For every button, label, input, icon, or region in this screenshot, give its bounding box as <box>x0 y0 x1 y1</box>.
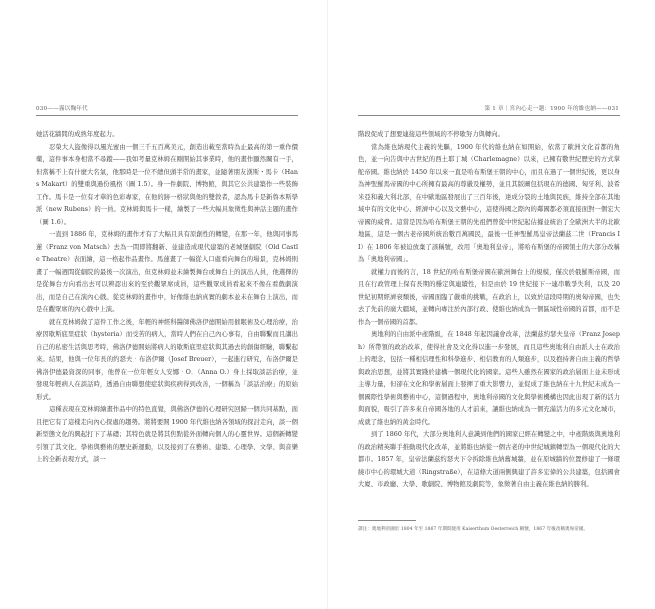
paragraph: 她活花牆間的成熟年度起力。 <box>36 131 119 138</box>
left-running-head: 030——霧以麴年代 <box>36 106 88 112</box>
left-header-rule <box>36 115 298 116</box>
right-running-head: 第 1 章｜宮內心走一趟：1900 年的維也納——031 <box>484 106 619 112</box>
paragraph: 一直到 1886 年，克林姆的畫作才有了大幅且具有原創性的轉變，在那一年，他與同事馬蓮（Franz von Matsch）去為一間即將翻新、並建造成現代建築的老城堡劇院（Old Castle Theatre）表面繪，這一格起作品畫作。馬蓮畫了一幅從入口處看向舞台的場景，克林姆則畫了一幅週間從劇院的最後一次演出，但克林姆並未繪製舞台或舞台上的演出人員，他選擇的是從舞台方向看出去可以辨認出來的至於觀眾席成員，這些觀眾成員看起來不像在看戲劇演出，而是自己在演內心戲。從克林姆的畫作中，好像維也納真實的劇本並未在舞台上演出，而是在觀眾席的內心戲中上演。 <box>36 231 298 313</box>
paragraph: 就權力而後的言，18 世紀的哈布斯堡帝國在歐洲舞台上的規模，僅次於俄羅斯帝國，而且在行政管理上保有長期的穩定與連續性，但是由於 19 世紀接下一連串戰爭失利，以及 20 世紀初期經濟衰頹後，帝國面臨了嚴重的挑戰，在政治上，以致於這段時期的奧匈帝國，也失去了先前的廣大疆域，並轉向專注於內部行政、使維也納成為一個區域性帝國的首都，而不是作為一個帝國的首都。 <box>358 268 620 326</box>
right-page <box>328 0 655 609</box>
footnote: 譯注：奧地利帝國於 1804 年至 1867 年期間使用 Kaiserthum Oesterreich 稱號，1867 年後改稱奧匈帝國。 <box>358 527 588 532</box>
paragraph: 到了 1860 年代，大部分奧地利人意識到他們的國家已經在轉變之中，中產階級與奧地利的政治精英聯手推動現代化改革，並將維也納從一個古老的中世紀城鎮轉型為一個現代化的大都市。1857 年，皇帝法蘭茲約瑟夫下令拆除維也納舊城牆，並在原城牆的位置修建了一條環繞市中心的環城大道（Ringstraße），在這條大道兩側興建了許多宏偉的公共建築，包括國會大廈、市政廳、大學、歌劇院、博物館及劇院等，象徵著自由主義在維也納的勝利。 <box>358 431 620 488</box>
paragraph: 奧地利的自由派中產階級，在 1848 年起因議會改革，法蘭茲約瑟夫皇帝（Franz Joseph）所帶領的政治改革，使得社會及文化得以進一步發展，而且這些奧地利自由派人士在政治上的理念，包括一種相信理性和科學進步、相信教育的人類進步，以及抱持著自由主義的哲學與政治思想，並將其實踐於建構一個現代化的國家。這些人雖然在國家的政治層面上並未形成主導力量，但卻在文化和學術層面上發揮了重大影響力，並促成了維也納在十九世紀末成為一個國際性學術與藝術中心，這個過程中，奧地利帝國的文化與學術機構也因此出現了新的活力與面貌，吸引了許多來自帝國各地的人才前來，讓維也納成為一個充滿活力的多元文化城市，成就了維也納的黃金時代。 <box>358 331 620 426</box>
paragraph: 這種表現在克林姆繪畫作品中的特色直覺，與佛洛伊德的心理研究回歸一個共同基點，面且把它有了這樣走向內心探處的趨勢。將將要開 1900 年代維也納各領域的探討走向，談一個新型態文化的興起打下了基礎；其特色就是將其焦點從外面轉向個人的心靈世界。這個新轉變引領了其文化、學術與藝術的歷史新運動，以及接到了在藝術、建築、心理學、文學、與音樂上的全新表現方式，談一 <box>36 406 298 463</box>
paragraph: 忍榮大人盜像得以風光蜜由一個三千五百萬美元，創造出載至當時為止最高的第一重作價藥，這件事本身相當不尋蹤——我如考量克林姆在剛開始其事業時，他的畫作顯然關有一手，但當稱不上有什麼大名氣，他那時是一位不總但頭半常的畫家，並隨著朋友漢斯・馬卡（Hans Makart）的雙重與過份風格（圖 1.5）。身一件劇院、博物館，與其它公共建築作一些裝飾工作。馬卡是一位有才華的色彩專家，在他的跡一格狀與他的雙敘者，認為馬卡是新魯本斯學派（new Rubens）的一員。克林姆與馬卡一樣，繪製了一些大幅具象徵性與神話主題的畫作（圖 1.6）。 <box>36 143 298 226</box>
paragraph: 當為維也納現代主義的先驅，1900 年代的維也納在如開始，依當了歐洲文化首都的角色，並一向告與中古世紀的西土耶丁城（Charlemagne）以來，已擁有數世紀歷史的方式掌舵帝國。維也納於 1450 年以來一直是哈布斯堡王朝的中心，而且在過了一個世紀後，更以身為神聖羅馬帝國的中心所擁有最高的尊嚴及權勢，並且其版圖包括現在的德國、匈牙利、波希米亞和義大利北部，在中歐地區發展出了三百年後，達成分裂的土地與民族，維持全部在其地域中有的文化中心、經濟中心以及文藝中心，這使得國之際內的鄰國都必須直接面對一個宏大帝國的威脅。這當是因為哈布斯堡王朝的先祖們曾從中世紀起佔據並統治了全歐洲大半的北歐地區，這是一個古老帝國所統治數百萬國民，最後一任神聖羅馬皇帝法蘭茲二世（Francis II）在 1806 年被迫放棄了該稱號，改用「奧地利皇帝」，將哈布斯堡的帝國領土的大部分改稱為「奧地利帝國」。 <box>358 143 620 263</box>
paragraph: 階段促成了想要連接這些領域的不停歇努力與轉向。 <box>358 131 504 138</box>
footnote-rule <box>358 520 416 521</box>
left-body-text <box>36 129 298 467</box>
right-header-rule <box>358 115 620 116</box>
right-body-text <box>358 129 620 492</box>
paragraph: 就在克林姆做了這件工作之後，年輕的神經科醫師佛洛伊德開始用催眠術及心理治療，治療因歇斯底里症狀（hysteria）而受苦的病人，當時人們在自己內心事有，自由聯繫而且講出自己的私密生活與思考時，佛洛伊德開始將病人的歇斯底里症狀與其過去的創傷經驗，聯繫起來。結果，他與一位年長的約瑟夫‧布洛伊爾（Josef Breuer），一起進行研究，布洛伊爾是佛洛伊德最資深的同事，他曾在一位年輕女人安娜‧O．（Anna O.）身上採取談話治療，並發現年輕病人在談話時，透過自由聯想使症狀與疾病得到改善，一個稱為「談話治療」的原始形式。 <box>36 318 298 401</box>
left-page <box>0 0 327 609</box>
